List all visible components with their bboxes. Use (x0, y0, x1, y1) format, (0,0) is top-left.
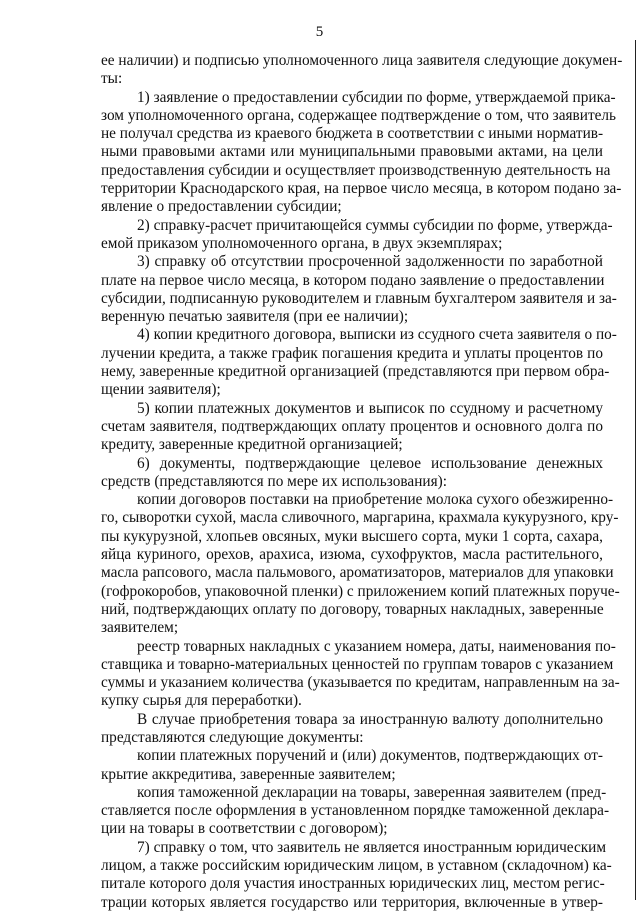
text-line: копия таможенной декларации на товары, заверенная заявителем (пред- (137, 783, 607, 801)
text-line: территории Краснодарского края, на первое число месяца, в котором подано за- (101, 180, 622, 198)
text-line: суммы и указанием количества (указывается по кредитам, направленным на за- (101, 674, 620, 692)
text-line: ставщика и товарно-материальных ценностей по группам товаров с указанием (101, 655, 614, 673)
text-line: ее наличии) и подписью уполномоченного лица заявителя следующие докумен- (101, 52, 623, 69)
text-line: емой приказом уполномоченного органа, в двух экземплярах; (101, 234, 503, 252)
text-line: трации которых является государство или территория, включенные в утвер- (101, 893, 603, 911)
text-line: купку сырья для переработки). (101, 692, 302, 710)
text-line: кредиту, заверенные кредитной организацией; (101, 436, 403, 454)
document-body-text (101, 52, 623, 912)
text-line: копии договоров поставки на приобретение молока сухого обезжиренно- (137, 491, 614, 509)
text-line: явление о предоставлении субсидии; (101, 198, 342, 216)
text-line: (гофрокоробов, упаковочной пленки) с приложением копий платежных поруче- (101, 582, 620, 600)
text-line: счетам заявителя, подтверждающих оплату процентов и основного долга по (101, 417, 603, 435)
text-line: средств (представляются по мере их использования): (101, 472, 447, 490)
text-line: копии платежных поручений и (или) документов, подтверждающих от- (137, 747, 603, 765)
text-line: ными правовыми актами или муниципальными правовыми актами, на цели (101, 143, 603, 161)
text-line: 4) копии кредитного договора, выписки из ссудного счета заявителя о по- (137, 326, 617, 344)
text-line: пы кукурузной, хлопьев овсяных, муки высшего сорта, муки 1 сорта, сахара, (101, 527, 603, 545)
text-line: масла рапсового, масла пальмового, ароматизаторов, материалов для упаковки (101, 564, 614, 582)
text-line: нему, заверенные кредитной организацией (представляются при первом обра- (101, 363, 610, 381)
text-line: субсидии, подписанную руководителем и главным бухгалтером заявителя и за- (101, 289, 617, 307)
text-line: не получал средства из краевого бюджета в соответствии с иными норматив- (101, 125, 604, 143)
page-edge-line (635, 40, 636, 900)
text-line: ний, подтверждающих оплату по договору, товарных накладных, заверенные (101, 600, 604, 618)
text-line: зом уполномоченного органа, содержащее подтверждение о том, что заявитель (101, 106, 617, 124)
text-line: питале которого доля участия иностранных юридических лиц, местом регис- (101, 875, 605, 893)
text-line: щении заявителя); (101, 381, 221, 399)
text-line: заявителем; (101, 619, 179, 637)
text-line: В случае приобретения товара за иностранную валюту дополнительно (137, 710, 603, 728)
text-line: яйца куриного, орехов, арахиса, изюма, сухофруктов, масла растительного, (101, 546, 603, 564)
text-line: веренную печатью заявителя (при ее наличии); (101, 308, 409, 326)
text-line: 3) справку об отсутствии просроченной задолженности по заработной (137, 253, 603, 271)
text-line: 6) документы, подтверждающие целевое использование денежных (137, 454, 603, 472)
page-number: 5 (315, 24, 324, 40)
text-line: 1) заявление о предоставлении субсидии по форме, утверждаемой прика- (137, 88, 616, 106)
text-line: лицом, а также российским юридическим лицом, в уставном (складочном) ка- (101, 857, 612, 875)
text-line: крытие аккредитива, заверенные заявителем; (101, 765, 396, 783)
text-line: ции на товары в соответствии с договором); (101, 820, 388, 838)
text-line: реестр товарных накладных с указанием номера, даты, наименования по- (137, 637, 616, 655)
text-line: представляются следующие документы: (101, 728, 364, 746)
text-line: ставляется после оформления в установленном порядке таможенной деклара- (101, 802, 610, 820)
text-line: 7) справку о том, что заявитель не является иностранным юридическим (137, 838, 607, 856)
text-line: го, сыворотки сухой, масла сливочного, маргарина, крахмала кукурузного, кру- (101, 509, 619, 527)
text-line: 2) справку-расчет причитающейся суммы субсидии по форме, утвержда- (137, 216, 613, 234)
text-line: лучении кредита, а также график погашения кредита и уплаты процентов по (101, 344, 603, 362)
text-line: ты: (101, 70, 123, 88)
text-line: 5) копии платежных документов и выписок по ссудному и расчетному (137, 399, 603, 417)
text-line: предоставления субсидии и осуществляет производственную деятельность на (101, 161, 611, 179)
text-line: плате на первое число месяца, в котором подано заявление о предоставлении (101, 271, 605, 289)
